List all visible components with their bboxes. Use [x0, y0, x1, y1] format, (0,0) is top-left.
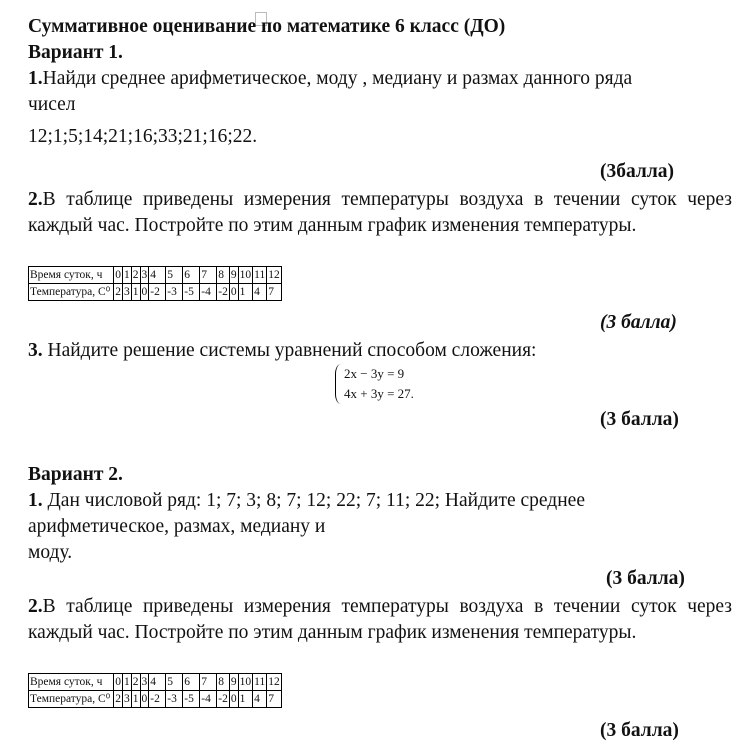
table-cell: 4: [149, 674, 166, 691]
table-row: [29, 284, 282, 301]
table-cell: 0: [140, 691, 149, 708]
table-cell: 4: [149, 267, 166, 284]
v2-task1-text-c: моду.: [28, 542, 73, 563]
v2-task1-text-b: арифметическое, размах, медиану и: [28, 516, 326, 537]
v1-task2-number: 2.: [28, 189, 43, 210]
v2-task2-score: (3 балла): [600, 720, 679, 741]
table-cell: 1: [238, 691, 253, 708]
v1-task2-text: [28, 187, 732, 239]
table-cell: 2: [131, 267, 140, 284]
v1-task2-score: (3 балла): [600, 312, 677, 333]
v1-task1-line1: [28, 66, 732, 92]
v1-task3-score: (3 балла): [600, 409, 679, 430]
table-row: [29, 674, 282, 691]
table-row: [29, 267, 282, 284]
table-cell: 5: [166, 674, 183, 691]
table-cell: 10: [238, 267, 253, 284]
v2-task1-line1: [28, 488, 585, 514]
table-cell: 5: [166, 267, 183, 284]
table-cell: 10: [238, 674, 253, 691]
table-cell: 12: [267, 674, 282, 691]
table-row-label: Температура, С⁰: [29, 284, 114, 301]
table-cell: 1: [131, 691, 140, 708]
table-cell: -3: [166, 691, 183, 708]
table-cell: -2: [217, 284, 230, 301]
v2-task1-number: 1.: [28, 490, 43, 511]
table-cell: 8: [217, 674, 230, 691]
table-cell: 2: [131, 674, 140, 691]
v2-task2-text: [28, 594, 732, 646]
v1-task1-score: (3балла): [600, 161, 675, 182]
table-cell: -2: [149, 284, 166, 301]
table-cell: 12: [267, 267, 282, 284]
v1-equation-system: [344, 364, 414, 404]
v2-task2-number: 2.: [28, 596, 43, 617]
table-cell: -4: [200, 691, 217, 708]
table-cell: 0: [229, 691, 238, 708]
table-cell: 7: [267, 691, 282, 708]
table-cell: 0: [140, 284, 149, 301]
table-cell: 3: [123, 691, 132, 708]
v1-task3-text: Найдите решение системы уравнений способом сложения:: [47, 340, 537, 361]
table-cell: -2: [217, 691, 230, 708]
table-cell: 6: [183, 267, 200, 284]
table-cell: 1: [123, 267, 132, 284]
table-cell: 3: [123, 284, 132, 301]
v1-task3-number: 3.: [28, 340, 43, 361]
table-cell: 4: [253, 691, 267, 708]
v2-task1-text-a: Дан числовой ряд: 1; 7; 3; 8; 7; 12; 22; 7; 11; 22; Найдите среднее: [47, 490, 585, 511]
table-cell: 0: [114, 674, 123, 691]
v1-temperature-table: [28, 266, 282, 301]
table-cell: 8: [217, 267, 230, 284]
v2-temperature-table: [28, 673, 282, 708]
v1-task1-text-a: Найди среднее арифметическое, моду , медиану и размах данного ряда: [42, 68, 633, 89]
table-row-label: Температура, С⁰: [29, 691, 114, 708]
v1-task1-numbers: 12;1;5;14;21;16;33;21;16;22.: [28, 126, 258, 147]
table-cell: 3: [140, 674, 149, 691]
document-title: Суммативное оценивание по математике 6 класс (ДО): [28, 16, 506, 37]
table-cell: -5: [183, 691, 200, 708]
table-row: [29, 691, 282, 708]
table-cell: -2: [149, 691, 166, 708]
table-cell: 2: [114, 284, 123, 301]
table-cell: 4: [253, 284, 267, 301]
v1-task2-body: В таблице приведены измерения температуры воздуха в течении суток через каждый час. Постройте по этим данным график изменения температуры.: [28, 189, 732, 236]
table-cell: 3: [140, 267, 149, 284]
table-cell: -5: [183, 284, 200, 301]
table-cell: 7: [267, 284, 282, 301]
v1-task3-line: [28, 338, 536, 364]
table-cell: 0: [229, 284, 238, 301]
table-cell: 7: [200, 674, 217, 691]
equation-2: 4x + 3y = 27.: [344, 386, 414, 401]
table-cell: 1: [238, 284, 253, 301]
document-page: [28, 14, 732, 150]
variant1-title: Вариант 1.: [28, 42, 123, 63]
v1-task1-text-b: чисел: [28, 94, 76, 115]
table-cell: 0: [114, 267, 123, 284]
table-cell: 2: [114, 691, 123, 708]
v1-task1-number: 1.: [28, 68, 43, 89]
table-cell: 6: [183, 674, 200, 691]
table-cell: 1: [131, 284, 140, 301]
equation-1: 2x − 3y = 9: [344, 366, 405, 381]
table-cell: 7: [200, 267, 217, 284]
table-cell: 9: [229, 267, 238, 284]
variant2-title: Вариант 2.: [28, 464, 123, 485]
v2-task2-body: В таблице приведены измерения температуры воздуха в течении суток через каждый час. Постройте по этим данным график изменения температуры.: [28, 596, 732, 643]
brace-icon: [335, 364, 342, 404]
table-cell: 1: [123, 674, 132, 691]
v2-task1-score: (3 балла): [606, 568, 685, 589]
table-cell: -4: [200, 284, 217, 301]
table-cell: 11: [253, 674, 267, 691]
table-cell: 11: [253, 267, 267, 284]
table-row-label: Время суток, ч: [29, 674, 114, 691]
table-row-label: Время суток, ч: [29, 267, 114, 284]
table-cell: 9: [229, 674, 238, 691]
table-cell: -3: [166, 284, 183, 301]
